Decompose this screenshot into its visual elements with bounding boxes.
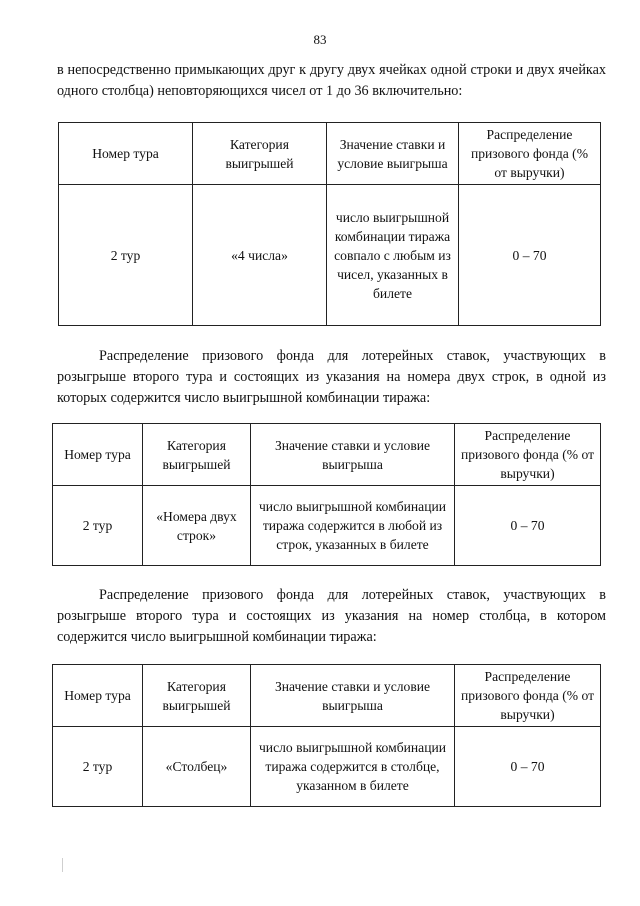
header-tour-number: Номер тура xyxy=(53,424,143,486)
page-number: 83 xyxy=(313,32,327,47)
cell-share: 0 – 70 xyxy=(459,185,601,326)
cell-category: «Номера двух строк» xyxy=(143,486,251,566)
cell-condition: число выигрышной комбинации тиража совпало с любым из чисел, указанных в билете xyxy=(327,185,459,326)
table-header-row xyxy=(53,424,601,486)
paragraph-two-rows: Распределение призового фонда для лотерейных ставок, участвующих в розыгрыше второго тура и состоящих из указания на номера двух строк, в одной из которых содержится число выигрышной комбинации тиража: xyxy=(57,348,606,406)
header-prize-fund-share: Распределение призового фонда (% от выручки) xyxy=(455,665,601,727)
table-row xyxy=(53,486,601,566)
table-header-row xyxy=(53,665,601,727)
header-prize-category: Категория выигрышей xyxy=(143,665,251,727)
prize-table-column xyxy=(52,664,601,807)
prize-table-four-numbers xyxy=(58,122,601,326)
header-prize-fund-share: Распределение призового фонда (% от выручки) xyxy=(455,424,601,486)
header-tour-number: Номер тура xyxy=(53,665,143,727)
table-row xyxy=(53,727,601,807)
header-bet-condition: Значение ставки и условие выигрыша xyxy=(251,424,455,486)
table-header-row xyxy=(59,123,601,185)
table-row xyxy=(59,185,601,326)
cell-category: «4 числа» xyxy=(193,185,327,326)
cell-condition: число выигрышной комбинации тиража содержится в столбце, указанном в билете xyxy=(251,727,455,807)
cell-share: 0 – 70 xyxy=(455,486,601,566)
cell-condition: число выигрышной комбинации тиража содержится в любой из строк, указанных в билете xyxy=(251,486,455,566)
prize-table-two-rows xyxy=(52,423,601,566)
paragraph-column: Распределение призового фонда для лотерейных ставок, участвующих в розыгрыше второго тура и состоящих из указания на номер столбца, в котором содержится число выигрышной комбинации тиража: xyxy=(57,587,606,645)
header-bet-condition: Значение ставки и условие выигрыша xyxy=(327,123,459,185)
header-prize-category: Категория выигрышей xyxy=(193,123,327,185)
scan-margin-mark xyxy=(62,858,63,872)
cell-tour: 2 тур xyxy=(53,486,143,566)
cell-category: «Столбец» xyxy=(143,727,251,807)
header-tour-number: Номер тура xyxy=(59,123,193,185)
cell-tour: 2 тур xyxy=(59,185,193,326)
cell-tour: 2 тур xyxy=(53,727,143,807)
header-bet-condition: Значение ставки и условие выигрыша xyxy=(251,665,455,727)
intro-paragraph: в непосредственно примыкающих друг к другу двух ячейках одной строки и двух ячейках одного столбца) неповторяющихся чисел от 1 до 36 включительно: xyxy=(57,62,606,99)
header-prize-fund-share: Распределение призового фонда (% от выручки) xyxy=(459,123,601,185)
cell-share: 0 – 70 xyxy=(455,727,601,807)
header-prize-category: Категория выигрышей xyxy=(143,424,251,486)
